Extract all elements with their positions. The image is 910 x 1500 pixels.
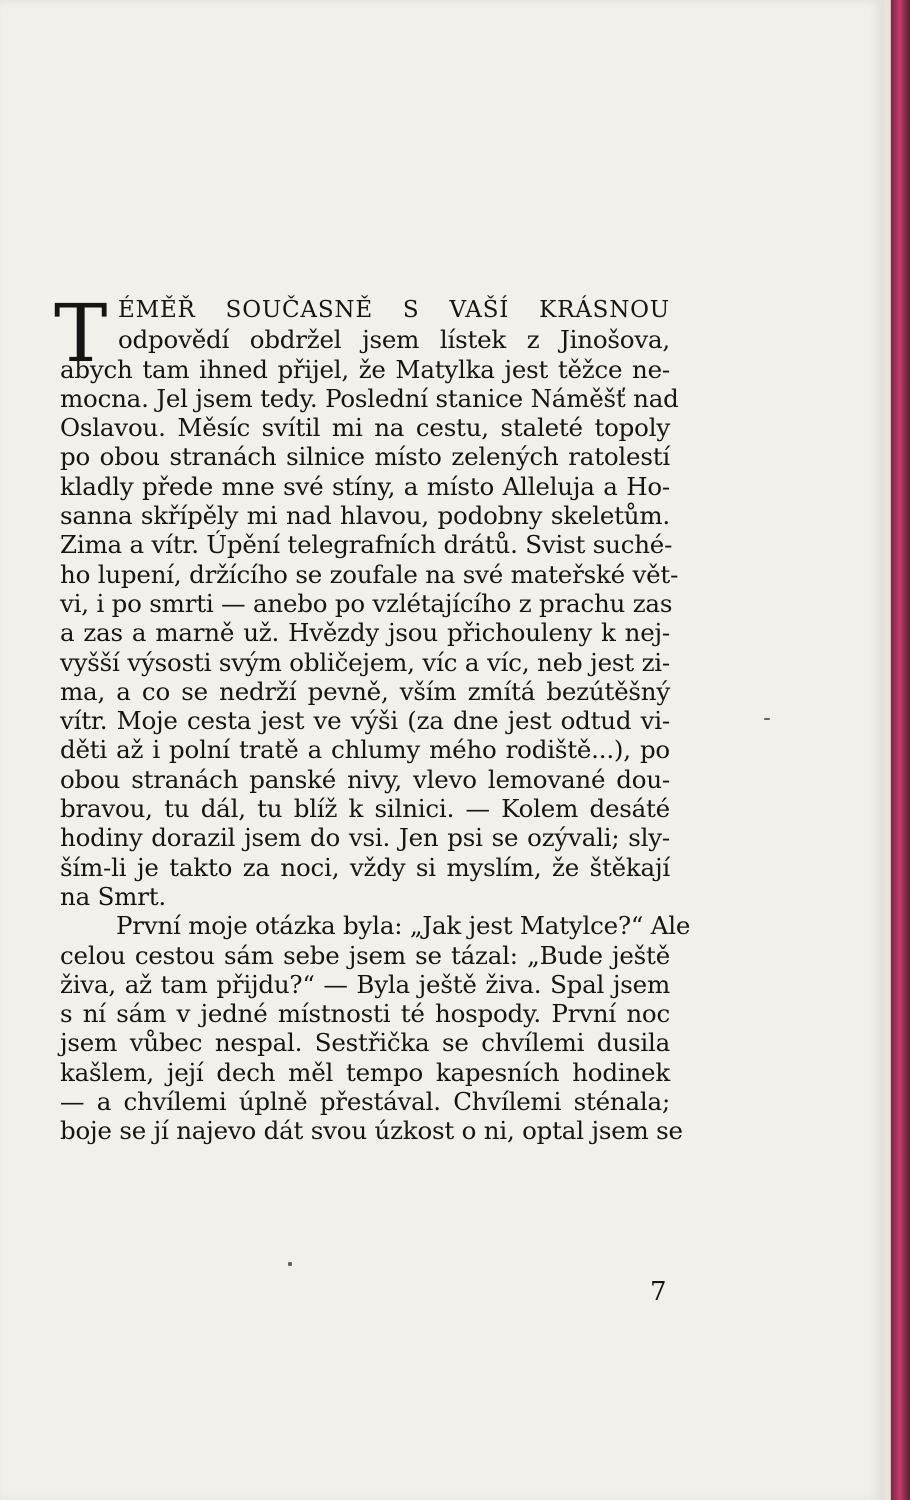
text-line: kladly přede mne své stíny, a místo Alleluja a Ho- xyxy=(60,471,670,501)
text-line: celou cestou sám sebe jsem se tázal: „Bude ještě xyxy=(60,940,670,970)
text-line: vítr. Moje cesta jest ve výši (za dne jest odtud vi- xyxy=(60,706,670,736)
drop-cap: T xyxy=(54,287,109,380)
paragraph-2 xyxy=(60,911,691,1146)
first-line-text: ÉMĚŘ SOUČASNĚ S VAŠÍ KRÁSNOU xyxy=(118,297,670,323)
text-line: boje se jí najevo dát svou úzkost o ni, optal jsem se xyxy=(60,1116,683,1146)
page-deckle-edge xyxy=(884,0,891,1500)
text-line: po obou stranách silnice místo zelených ratolestí xyxy=(60,442,670,472)
text-line: abych tam ihned přijel, že Matylka jest těžce ne- xyxy=(60,354,670,384)
body-text xyxy=(54,287,691,1146)
text-line: — a chvílemi úplně přestával. Chvílemi sténala; xyxy=(60,1087,670,1117)
text-line: ma, a co se nedrží pevně, vším zmítá bezútěšný xyxy=(60,676,670,706)
text-line: Oslavou. Měsíc svítil mi na cestu, staleté topoly xyxy=(60,413,670,443)
text-line: odpovědí obdržel jsem lístek z Jinošova, xyxy=(118,325,670,355)
paper-speck xyxy=(764,718,770,720)
text-line: mocna. Jel jsem tedy. Poslední stanice Náměšť nad xyxy=(60,383,679,413)
text-line: živa, až tam přijdu?“ — Byla ještě živa. Spal jsem xyxy=(60,969,670,999)
text-line: a zas a marně už. Hvězdy jsou přichouleny k nej- xyxy=(60,618,670,648)
text-line: vyšší výsosti svým obličejem, víc a víc, neb jest zi- xyxy=(60,647,670,677)
text-line: sanna skřípěly mi nad hlavou, podobny skeletům. xyxy=(60,501,670,531)
page-number: 7 xyxy=(650,1277,667,1307)
paragraph-1 xyxy=(60,325,679,911)
text-line: s ní sám v jedné místnosti té hospody. První noc xyxy=(60,999,670,1029)
text-line: děti až i polní tratě a chlumy mého rodiště...), po xyxy=(60,735,670,765)
text-line: vi, i po smrti — anebo po vzlétajícího z prachu zas xyxy=(60,588,673,618)
text-line: První moje otázka byla: „Jak jest Matylce?“ Ale xyxy=(116,911,691,941)
text-line: ho lupení, držícího se zoufale na své mateřské vět- xyxy=(60,559,679,589)
text-line: Zima a vítr. Úpění telegrafních drátů. Svist suché- xyxy=(60,530,673,560)
text-line: na Smrt. xyxy=(60,881,166,911)
text-line: kašlem, její dech měl tempo kapesních hodinek xyxy=(60,1057,670,1087)
text-line: bravou, tu dál, tu blíž k silnici. — Kolem desáté xyxy=(60,794,670,824)
text-line: obou stranách panské nivy, vlevo lemované dou- xyxy=(60,764,670,794)
text-line: hodiny dorazil jsem do vsi. Jen psi se ozývali; sly- xyxy=(60,823,670,853)
paper-speck xyxy=(288,1262,292,1266)
book-edge xyxy=(884,0,910,1500)
text-line: jsem vůbec nespal. Sestřička se chvílemi dusila xyxy=(60,1028,670,1058)
text-line: ším-li je takto za noci, vždy si myslím, že štěkají xyxy=(60,852,670,882)
